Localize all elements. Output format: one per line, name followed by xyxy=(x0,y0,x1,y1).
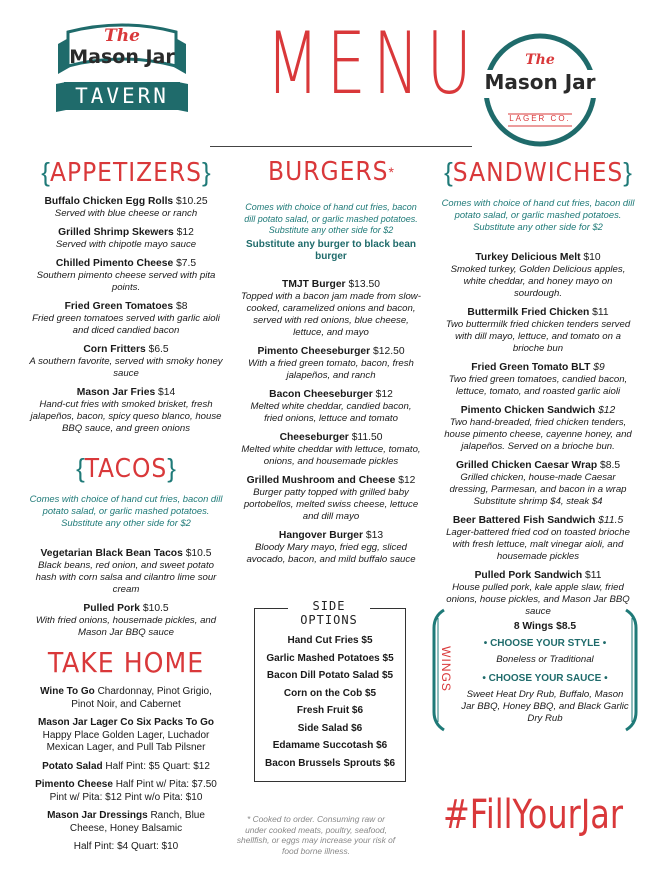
menu-item: Mason Jar Fries $14 Hand-cut fries with smoked brisket, fresh jalapeños, bacon, spicy queso blanco, house BBQ sauce, and green onions xyxy=(30,387,222,434)
brace-right-icon: } xyxy=(623,157,632,187)
menu-item: Hangover Burger $13 Bloody Mary mayo, fried egg, sliced avocado, bacon, and mild buffalo sauce xyxy=(246,529,416,565)
side-item: Garlic Mashed Potatoes $5 xyxy=(266,652,394,664)
menu-item: Pulled Pork Sandwich $11 House pulled pork, kale apple slaw, fried onions, house pickles, and Mason Jar BBQ sauce xyxy=(446,570,630,617)
menu-item: Pulled Pork $10.5 With fried onions, housemade pickles, and Mason Jar BBQ sauce xyxy=(35,603,217,638)
take-home-heading: TAKE HOME xyxy=(47,646,205,679)
tacos-note: Comes with choice of hand cut fries, bacon dill potato salad, or garlic mashed potatoes. Substitute any other side for $2 xyxy=(29,493,223,528)
brace-right-icon: } xyxy=(167,453,176,483)
menu-item: Chilled Pimento Cheese $7.5 Southern pimento cheese served with pita points. xyxy=(36,258,216,293)
lager-logo-name: Mason Jar xyxy=(484,70,596,94)
brace-left-icon: { xyxy=(41,157,50,187)
menu-item: Cheeseburger $11.50 Melted white cheddar with lettuce, tomato, onions, and housemade pickles xyxy=(241,431,421,467)
tavern-logo-the: The xyxy=(104,26,140,46)
sandwiches-section xyxy=(440,152,636,624)
brace-left-icon: { xyxy=(76,453,85,483)
sandwiches-heading: {SANDWICHES} xyxy=(444,157,632,188)
menu-item: Pimento Chicken Sandwich $12 Two hand-breaded, fried chicken tenders, house pimento cheese, cayenne honey, and jalapeños. Served on a brioche bun. xyxy=(444,405,632,452)
appetizers-section xyxy=(28,152,224,441)
burgers-substitute: Substitute any burger to black bean burger xyxy=(245,238,417,262)
menu-item: Grilled Shrimp Skewers $12 Served with chipotle mayo sauce xyxy=(55,227,197,250)
wings-style-heading: • CHOOSE YOUR STYLE • xyxy=(483,638,607,649)
food-safety-disclaimer: * Cooked to order. Consuming raw or under cooked meats, poultry, seafood, shellfish, or eggs may increase your risk of food borne illness. xyxy=(236,814,396,856)
menu-item: Pimento Cheeseburger $12.50 With a fried green tomato, bacon, fresh jalapeños, and ranch xyxy=(248,345,414,381)
tavern-logo-name: Mason Jar xyxy=(69,46,175,68)
burgers-note: Comes with choice of hand cut fries, bacon dill potato salad, or garlic mashed potatoes. Substitute any other side for $2 xyxy=(244,202,418,235)
side-item: Fresh Fruit $6 xyxy=(296,705,364,716)
tavern-logo xyxy=(52,22,192,122)
menu-item: Buttermilk Fried Chicken $11 Two buttermilk fried chicken tenders served with dill mayo, lettuce, and tomato on a brioche bun xyxy=(445,307,631,354)
side-item: Side Salad $6 xyxy=(297,722,363,734)
menu-item: Corn Fritters $6.5 A southern favorite, served with smoky honey sauce xyxy=(29,344,223,379)
menu-item: Buffalo Chicken Egg Rolls $10.25 Served with blue cheese or ranch xyxy=(44,196,208,219)
menu-item: Wine To Go Chardonnay, Pinot Grigio, Pinot Noir, and Cabernet xyxy=(40,686,212,710)
wings-section xyxy=(460,620,630,725)
side-item: Bacon Dill Potato Salad $5 xyxy=(266,670,394,681)
wings-style-options: Boneless or Traditional xyxy=(496,654,594,665)
menu-item: Beer Battered Fish Sandwich $11.5 Lager-battered fried cod on toasted brioche with fresh lettuce, malt vinegar aioli, and housemade pickles xyxy=(446,515,630,562)
brace-right-icon: } xyxy=(202,157,211,187)
wings-sauce-options: Sweet Heat Dry Rub, Buffalo, Mason Jar BBQ, Honey BBQ, and Black Garlic Dry Rub xyxy=(461,689,629,724)
side-item: Hand Cut Fries $5 xyxy=(287,635,373,646)
menu-item: Grilled Mushroom and Cheese $12 Burger patty topped with grilled baby portobellos, melted swiss cheese, lettuce and dill mayo xyxy=(243,474,419,522)
wings-side-label: WINGS xyxy=(439,646,453,692)
take-home-section xyxy=(28,644,224,860)
menu-item: Turkey Delicious Melt $10 Smoked turkey, Golden Delicious apples, white cheddar, and honey mayo on sourdough. xyxy=(450,252,626,299)
menu-item: Vegetarian Black Bean Tacos $10.5 Black beans, red onion, and sweet potato hash with corn salsa and cilantro lime sour cream xyxy=(35,548,217,595)
burgers-section xyxy=(240,152,422,572)
burgers-heading: BURGERS* xyxy=(268,157,394,187)
side-item: Corn on the Cob $5 xyxy=(283,687,377,699)
side-item: Bacon Brussels Sprouts $6 xyxy=(264,757,396,769)
tacos-heading: {TACOS} xyxy=(76,453,176,484)
wings-title: 8 Wings $8.5 xyxy=(513,621,577,632)
menu-item: Mason Jar Dressings Ranch, Blue Cheese, Honey Balsamic Half Pint: $4 Quart: $10 xyxy=(47,810,205,852)
wings-sauce-heading: • CHOOSE YOUR SAUCE • xyxy=(482,673,608,684)
menu-item: Potato Salad Half Pint: $5 Quart: $12 xyxy=(42,760,210,772)
menu-item: Grilled Chicken Caesar Wrap $8.5 Grilled chicken, house-made Caesar dressing, Parmesan, and bacon in a wrap Substitute shrimp $4, steak $4 xyxy=(449,460,627,507)
appetizers-heading: {APPETIZERS} xyxy=(41,157,211,188)
hashtag: #FillYourJar xyxy=(442,792,624,838)
tavern-logo-tavern: TAVERN xyxy=(75,84,169,108)
lager-logo-co: LAGER CO. xyxy=(509,114,571,123)
page-title: MENU xyxy=(266,14,479,114)
side-item: Edamame Succotash $6 xyxy=(272,740,388,751)
menu-item: Bacon Cheeseburger $12 Melted white cheddar, candied bacon, fried onions, lettuce and tomato xyxy=(250,388,412,424)
brace-left-icon: { xyxy=(444,157,453,187)
menu-item: TMJT Burger $13.50 Topped with a bacon jam made from slow-cooked, caramelized onions and bacon, served with red onions, blue cheese, lettuce, and mayo xyxy=(241,278,421,338)
side-options-list xyxy=(254,632,406,772)
title-divider xyxy=(210,146,472,147)
side-options-heading: SIDE OPTIONS xyxy=(288,599,370,627)
menu-item: Pimento Cheese Half Pint w/ Pita: $7.50 Pint w/ Pita: $12 Pint w/o Pita: $10 xyxy=(35,779,217,803)
sandwiches-note: Comes with choice of hand cut fries, bacon dill potato salad, or garlic mashed potatoes. Substitute any other side for $2 xyxy=(441,197,635,232)
lager-logo-the: The xyxy=(525,52,555,68)
menu-item: Fried Green Tomatoes $8 Fried green tomatoes served with garlic aioli and diced candied bacon xyxy=(32,301,220,336)
menu-item: Mason Jar Lager Co Six Packs To Go Happy Place Golden Lager, Luchador Mexican Lager, and Pull Tab Pilsner xyxy=(38,717,214,753)
menu-item: Fried Green Tomato BLT $9 Two fried green tomatoes, candied bacon, lettuce, tomato, and roasted garlic aioli xyxy=(448,362,628,397)
tacos-section xyxy=(28,448,224,645)
lager-co-logo xyxy=(478,30,602,150)
